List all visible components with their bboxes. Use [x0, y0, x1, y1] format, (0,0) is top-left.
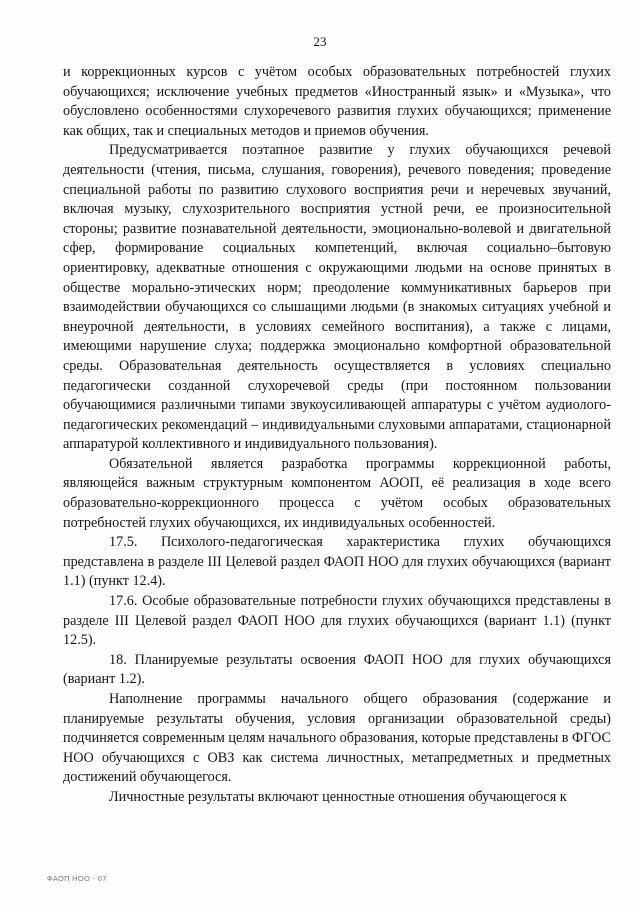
page-number: 23 [313, 34, 327, 49]
paragraph-17-6: 17.6. Особые образовательные потребности глухих обучающихся представлены в разделе III Целевой раздел ФАОП НОО для глухих обучающихся (вариант 1.1) (пункт 12.5). [63, 593, 611, 649]
paragraph-personal-results: Личностные результаты включают ценностные отношения обучающегося к [109, 788, 567, 805]
paragraph-17-5: 17.5. Психолого-педагогическая характеристика глухих обучающихся представлена в разделе III Целевой раздел ФАОП НОО для глухих обучающихся (вариант 1.1) (пункт 12.4). [63, 534, 611, 590]
footer-document-code: ФАОП НОО - 07 [47, 874, 107, 883]
paragraph-correctional-program: Обязательной является разработка программы коррекционной работы, являющейся важным структурным компонентом АООП, её реализация в ходе всего образовательно-коррекционного процесса с учётом особых образовательных потребностей глухих обучающихся, их индивидуальных особенностей. [63, 455, 611, 531]
paragraph-18: 18. Планируемые результаты освоения ФАОП НОО для глухих обучающихся (вариант 1.2). [63, 651, 611, 688]
paragraph-continuation: и коррекционных курсов с учётом особых образовательных потребностей глухих обучающихся; исключение учебных предметов «Иностранный язык» и «Музыка», что обусловлено особенностями слухоречевого развития глухих обучающихся; применение как общих, так и специальных методов и приемов обучения. [63, 64, 611, 139]
paragraph-speech-development: Предусматривается поэтапное развитие у глухих обучающихся речевой деятельности (чтения, письма, слушания, говорения), речевого поведения; проведение специальной работы по развитию слухового восприятия речи и неречевых звучаний, включая музыку, слухозрительного восприятия устной речи, ее произносительной стороны; развитие познавательной деятельности, эмоционально-волевой и двигательной сфер, формирование социальных компетенций, включая социально–бытовую ориентировку, адекватные отношения с окружающими людьми на основе принятых в обществе морально-этических норм; преодоление коммуникативных барьеров при взаимодействии обучающихся со слышащими людьми (в знакомых ситуациях учебной и внеурочной деятельности, в условиях семейного воспитания), а также с лицами, имеющими нарушение слуха; поддержка эмоционально комфортной образовательной среды. Образовательная деятельность осуществляется в условиях специально педагогически созданной слухоречевой среды (при постоянном пользовании обучающимися различными типами звукоусиливающей аппаратуры с учётом аудиолого-педагогических рекомендаций – индивидуальными слуховыми аппаратами, стационарной аппаратурой коллективного и индивидуального пользования). [63, 142, 611, 453]
body-text [63, 63, 611, 808]
paragraph-program-content: Наполнение программы начального общего образования (содержание и планируемые результаты обучения, условия организации образовательной среды) подчиняется современным целям начального образования, которые представлены в ФГОС НОО обучающихся с ОВЗ как система личностных, метапредметных и предметных достижений обучающегося. [63, 691, 611, 786]
